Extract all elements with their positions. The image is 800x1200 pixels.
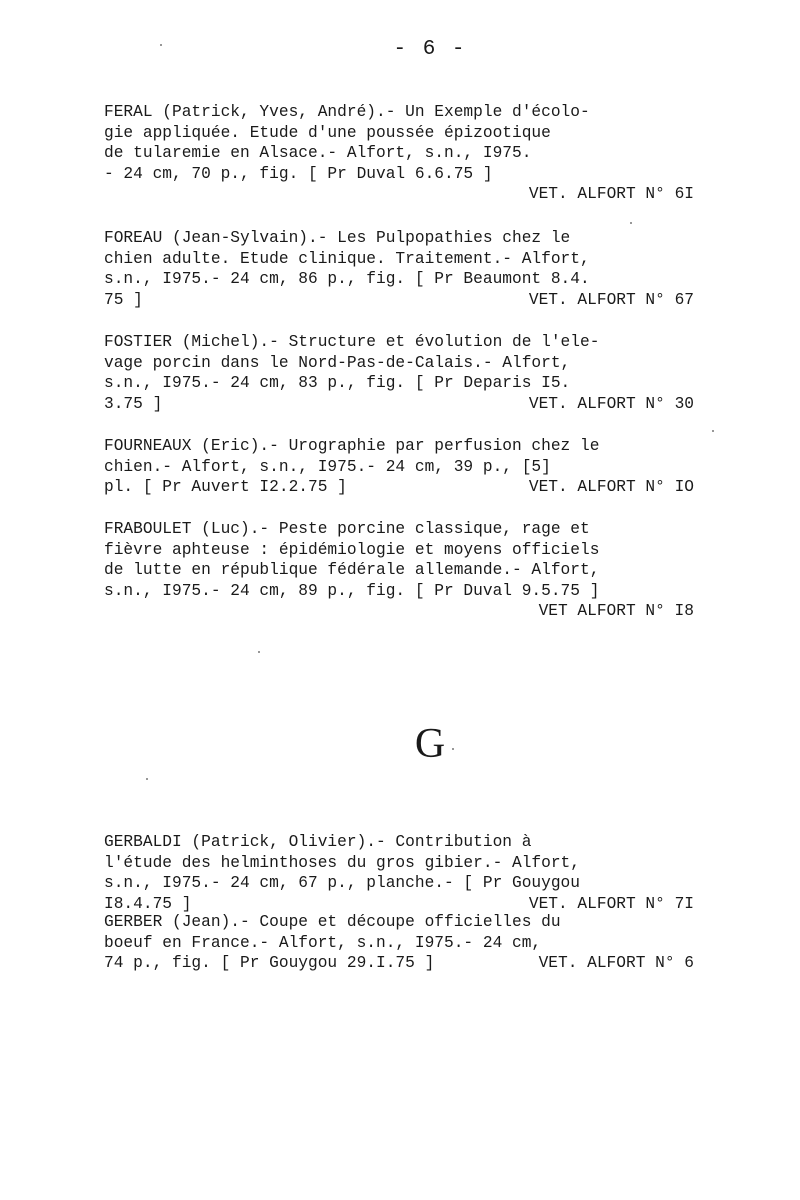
entry-line: fièvre aphteuse : épidémiologie et moyens officiels bbox=[104, 540, 600, 559]
entry-line: s.n., I975.- 24 cm, 89 p., fig. [ Pr Duval 9.5.75 ] bbox=[104, 581, 600, 600]
scan-speck bbox=[630, 222, 632, 224]
entry-last-line bbox=[104, 290, 694, 311]
catalog-entry-feral bbox=[104, 102, 694, 205]
entry-line: 74 p., fig. [ Pr Gouygou 29.I.75 ] bbox=[104, 954, 435, 972]
entry-line: chien.- Alfort, s.n., I975.- 24 cm, 39 p., [5] bbox=[104, 457, 551, 476]
entry-line: s.n., I975.- 24 cm, 83 p., fig. [ Pr Deparis I5. bbox=[104, 374, 571, 392]
shelfmark: VET. ALFORT N° 7I bbox=[528, 894, 694, 913]
entry-line: s.n., I975.- 24 cm, 86 p., fig. [ Pr Beaumont 8.4. bbox=[104, 270, 590, 288]
entry-line: de lutte en république fédérale allemande.- Alfort, bbox=[104, 561, 600, 579]
catalog-entry-fourneaux bbox=[104, 436, 694, 498]
scan-speck bbox=[160, 44, 162, 46]
shelfmark: VET. ALFORT N° 67 bbox=[528, 290, 694, 309]
entry-line: GERBER (Jean).- Coupe et découpe officielles du bbox=[104, 913, 561, 931]
entry-line: FOSTIER (Michel).- Structure et évolution de l'ele- bbox=[104, 333, 600, 351]
shelfmark: VET. ALFORT N° 6I bbox=[528, 185, 694, 203]
entry-line: pl. [ Pr Auvert I2.2.75 ] bbox=[104, 478, 347, 496]
entry-line: - 24 cm, 70 p., fig. [ Pr Duval 6.6.75 ] bbox=[104, 164, 493, 183]
catalog-entry-foreau bbox=[104, 228, 694, 310]
entry-last-line bbox=[104, 477, 694, 498]
catalog-entry-fraboulet bbox=[104, 519, 694, 622]
entry-line: FOREAU (Jean-Sylvain).- Les Pulpopathies chez le bbox=[104, 229, 571, 247]
catalog-entry-fostier bbox=[104, 332, 694, 414]
entry-last-line bbox=[104, 394, 694, 415]
scan-speck bbox=[146, 778, 148, 780]
scan-speck bbox=[452, 748, 454, 750]
entry-line: 3.75 ] bbox=[104, 394, 163, 413]
catalog-entry-gerber bbox=[104, 912, 694, 974]
entry-line: GERBALDI (Patrick, Olivier).- Contribution à bbox=[104, 833, 532, 851]
page-number: - 6 - bbox=[393, 38, 467, 61]
entry-line: FRABOULET (Luc).- Peste porcine classique, rage et bbox=[104, 520, 590, 538]
entry-line: vage porcin dans le Nord-Pas-de-Calais.- Alfort, bbox=[104, 353, 571, 372]
shelfmark: VET ALFORT N° I8 bbox=[538, 602, 694, 620]
entry-line: de tularemie en Alsace.- Alfort, s.n., I975. bbox=[104, 144, 532, 162]
entry-line: chien adulte. Etude clinique. Traitement.- Alfort, bbox=[104, 249, 590, 268]
entry-line: gie appliquée. Etude d'une poussée épizootique bbox=[104, 123, 551, 142]
entry-line: I8.4.75 ] bbox=[104, 894, 192, 913]
shelfmark: VET. ALFORT N° IO bbox=[528, 478, 694, 496]
scan-speck bbox=[712, 430, 714, 432]
entry-line: boeuf en France.- Alfort, s.n., I975.- 24 cm, bbox=[104, 933, 542, 952]
entry-line: s.n., I975.- 24 cm, 67 p., planche.- [ Pr Gouygou bbox=[104, 874, 580, 892]
entry-last-line bbox=[104, 894, 694, 915]
entry-line: 75 ] bbox=[104, 290, 143, 309]
catalog-entry-gerbaldi bbox=[104, 832, 694, 914]
scan-speck bbox=[258, 651, 260, 653]
entry-line: l'étude des helminthoses du gros gibier.- Alfort, bbox=[104, 853, 580, 872]
shelfmark: VET. ALFORT N° 6 bbox=[538, 954, 694, 972]
section-letter: G bbox=[414, 721, 446, 767]
shelfmark: VET. ALFORT N° 30 bbox=[528, 394, 694, 413]
entry-last-line bbox=[104, 953, 694, 974]
entry-line: FERAL (Patrick, Yves, André).- Un Exemple d'écolo- bbox=[104, 103, 590, 121]
entry-line: FOURNEAUX (Eric).- Urographie par perfusion chez le bbox=[104, 437, 600, 455]
